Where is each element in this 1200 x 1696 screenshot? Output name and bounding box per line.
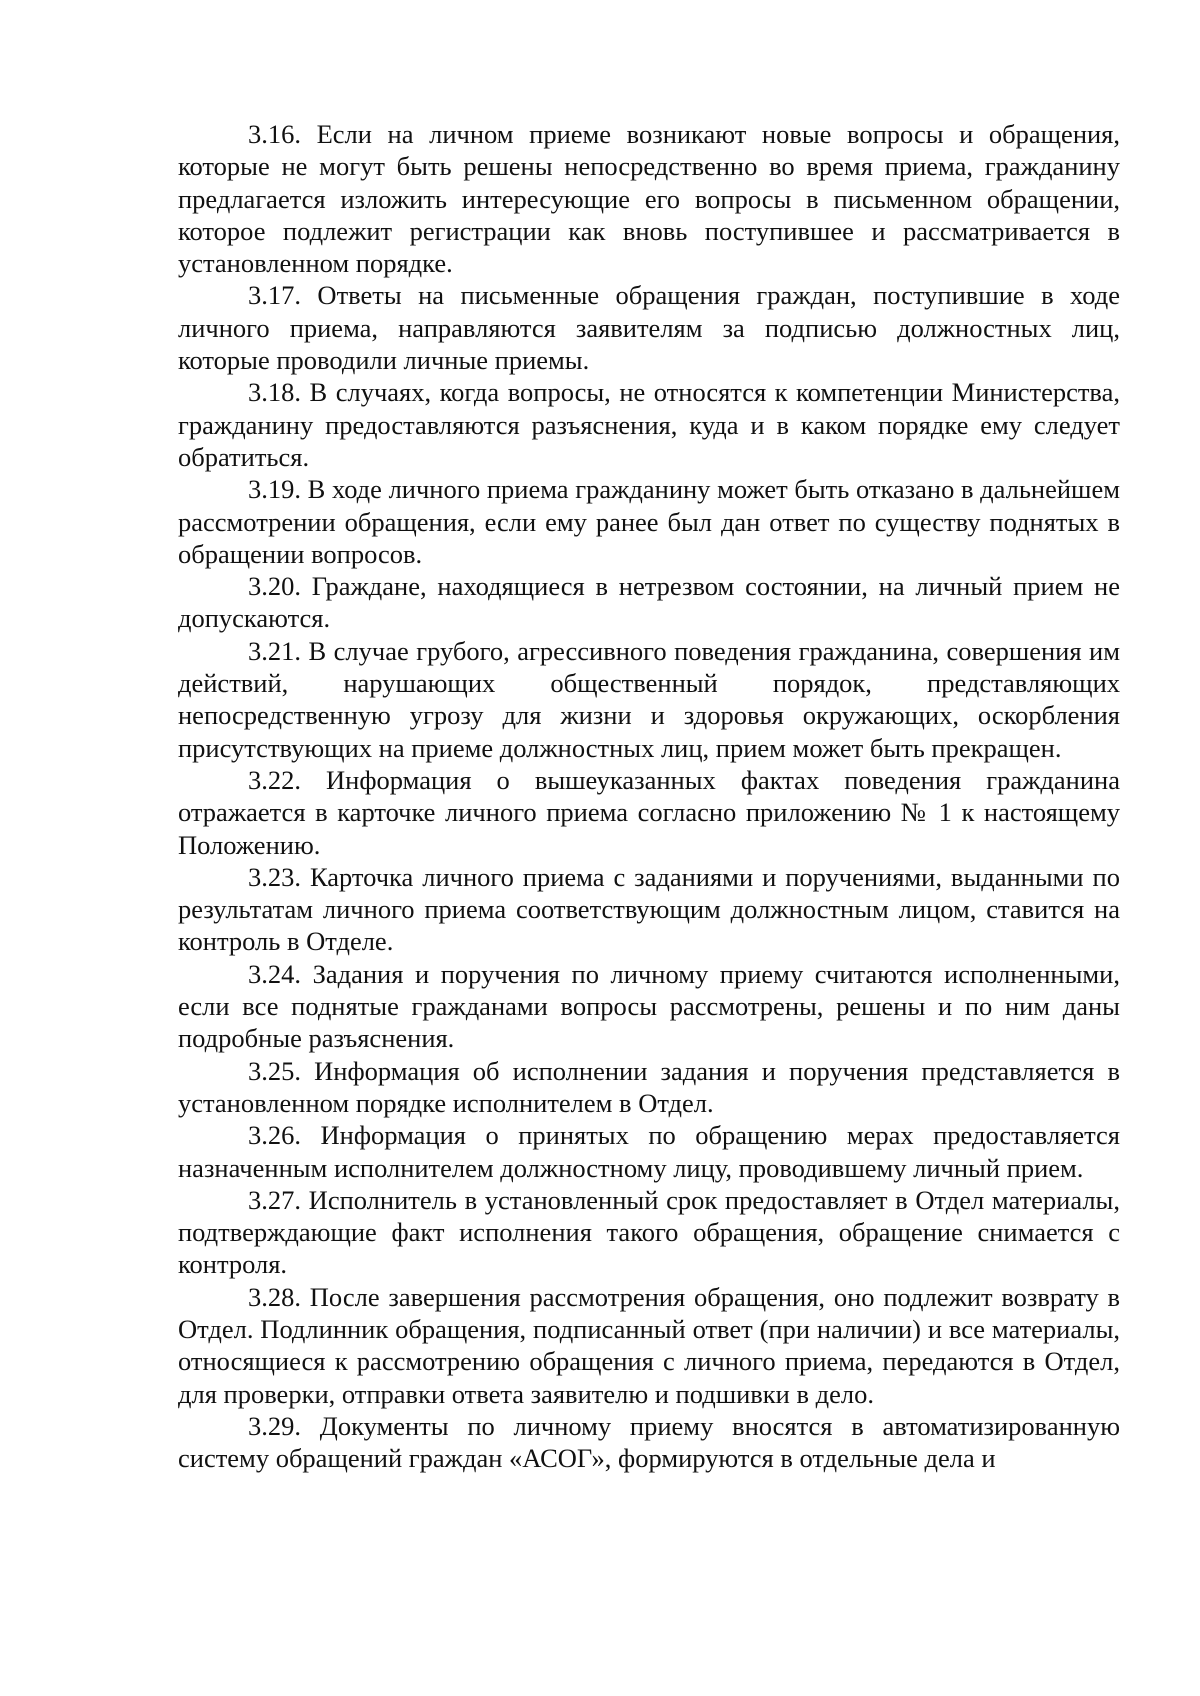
paragraph-3-27: 3.27. Исполнитель в установленный срок предоставляет в Отдел материалы, подтверждающие факт исполнения такого обращения, обращение снимается с контроля.	[178, 1184, 1120, 1280]
paragraph-3-18: 3.18. В случаях, когда вопросы, не относятся к компетенции Министерства, гражданину предоставляются разъяснения, куда и в каком порядке ему следует обратиться.	[178, 377, 1120, 472]
paragraph-3-21: 3.21. В случае грубого, агрессивного поведения гражданина, совершения им действий, нарушающих общественный порядок, представляющих непосредственную угрозу для жизни и здоровья окружающих, оскорбления присутствующих на приеме должностных лиц, прием может быть прекращен.	[178, 635, 1120, 763]
paragraph-3-20: 3.20. Граждане, находящиеся в нетрезвом состоянии, на личный прием не допускаются.	[178, 571, 1120, 634]
paragraph-3-23: 3.23. Карточка личного приема с заданиями и поручениями, выданными по результатам личного приема соответствующим должностным лицом, ставится на контроль в Отделе.	[178, 861, 1120, 957]
paragraph-3-28: 3.28. После завершения рассмотрения обращения, оно подлежит возврату в Отдел. Подлинник обращения, подписанный ответ (при наличии) и все материалы, относящиеся к рассмотрению обращения с личного приема, передаются в Отдел, для проверки, отправки ответа заявителю и подшивки в дело.	[178, 1281, 1120, 1409]
paragraph-3-24: 3.24. Задания и поручения по личному приему считаются исполненными, если все поднятые гражданами вопросы рассмотрены, решены и по ним даны подробные разъяснения.	[178, 958, 1120, 1054]
paragraph-3-16: 3.16. Если на личном приеме возникают новые вопросы и обращения, которые не могут быть решены непосредственно во время приема, гражданину предлагается изложить интересующие его вопросы в письменном обращении, которое подлежит регистрации как вновь поступившее и рассматривается в установленном порядке.	[178, 119, 1120, 279]
document-page	[178, 118, 1120, 1474]
paragraph-3-26: 3.26. Информация о принятых по обращению мерах предоставляется назначенным исполнителем должностному лицу, проводившему личный прием.	[178, 1120, 1120, 1183]
paragraph-3-25: 3.25. Информация об исполнении задания и поручения представляется в установленном порядке исполнителем в Отдел.	[178, 1055, 1120, 1118]
paragraph-3-29: 3.29. Документы по личному приему вносятся в автоматизированную систему обращений граждан «АСОГ», формируются в отдельные дела и	[178, 1410, 1120, 1474]
paragraph-3-17: 3.17. Ответы на письменные обращения граждан, поступившие в ходе личного приема, направляются заявителям за подписью должностных лиц, которые проводили личные приемы.	[178, 280, 1120, 376]
paragraph-3-19: 3.19. В ходе личного приема гражданину может быть отказано в дальнейшем рассмотрении обращения, если ему ранее был дан ответ по существу поднятых в обращении вопросов.	[178, 474, 1120, 569]
paragraph-3-22: 3.22. Информация о вышеуказанных фактах поведения гражданина отражается в карточке личного приема согласно приложению № 1 к настоящему Положению.	[178, 764, 1120, 860]
